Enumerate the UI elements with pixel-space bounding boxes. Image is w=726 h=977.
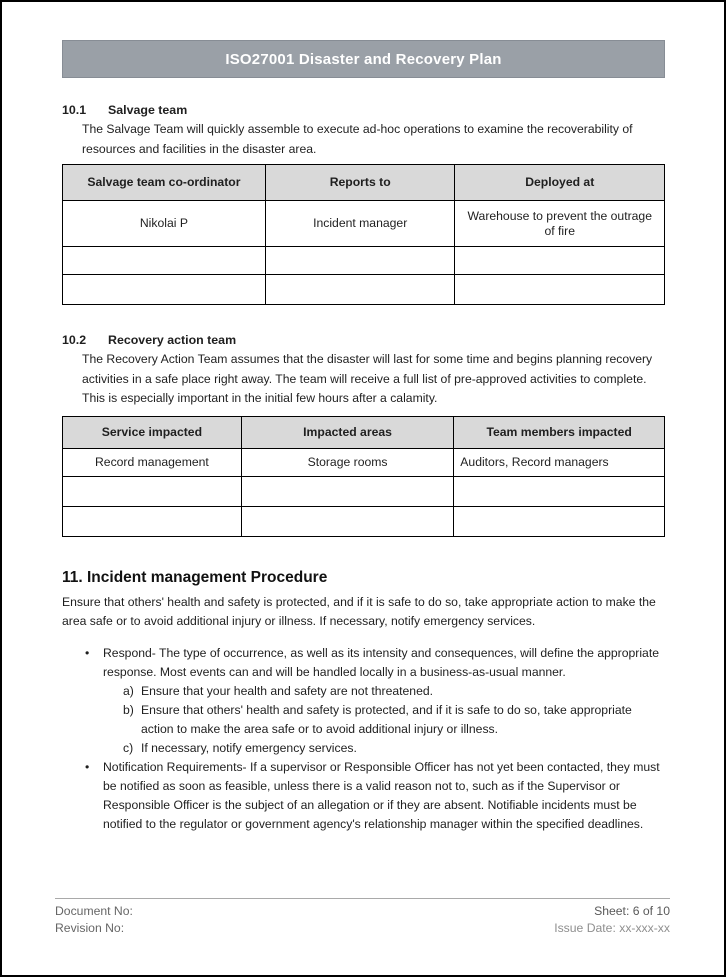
- empty-cell: [63, 275, 266, 305]
- page-footer: [55, 898, 670, 937]
- salvage-header-coordinator: Salvage team co-ordinator: [63, 165, 266, 201]
- section-10-2-heading: [62, 331, 665, 349]
- recovery-header-areas: Impacted areas: [241, 416, 454, 448]
- empty-cell: [265, 247, 455, 275]
- table-row: [63, 476, 665, 506]
- section-10-1-number: 10.1: [62, 103, 87, 117]
- table-row: [63, 448, 665, 476]
- sheet-number: Sheet: 6 of 10: [594, 904, 670, 918]
- section-11-bullet-list: [62, 644, 665, 834]
- empty-cell: [241, 506, 454, 536]
- list-item: [62, 739, 665, 758]
- section-11-heading: 11. Incident management Procedure: [62, 568, 328, 586]
- footer-row-2: [55, 920, 670, 937]
- bullet-respond-text: Respond- The type of occurrence, as well as its intensity and consequences, will define the appropriate response. Most events can and will be handled locally in a business-as-usual manner.: [103, 645, 659, 679]
- sub-item-text-c: If necessary, notify emergency services.: [141, 740, 357, 755]
- section-10-1-paragraph: The Salvage Team will quickly assemble to execute ad-hoc operations to examine the recoverability of resources and facilities in the disaster area.: [82, 122, 633, 156]
- section-10-1-heading: [62, 101, 665, 119]
- sub-item-marker-b: b): [123, 702, 134, 717]
- empty-cell: [454, 476, 665, 506]
- empty-cell: [63, 476, 242, 506]
- table-row: [63, 247, 665, 275]
- empty-cell: [455, 247, 665, 275]
- table-row: [63, 275, 665, 305]
- table-row: [63, 506, 665, 536]
- recovery-table-header-row: [63, 416, 665, 448]
- empty-cell: [454, 506, 665, 536]
- section-10-1-title: Salvage team: [108, 103, 188, 117]
- salvage-cell-deployed-at: Warehouse to prevent the outrage of fire: [455, 201, 665, 247]
- section-10-2-number: 10.2: [62, 333, 87, 347]
- recovery-cell-service: Record management: [63, 448, 242, 476]
- salvage-cell-reports-to: Incident manager: [265, 201, 455, 247]
- list-item: [62, 644, 665, 682]
- revision-no-label: Revision No:: [55, 921, 125, 935]
- recovery-header-service: Service impacted: [63, 416, 242, 448]
- salvage-cell-coordinator: Nikolai P: [63, 201, 266, 247]
- section-10-2-paragraph: The Recovery Action Team assumes that the disaster will last for some time and begins planning recovery activities in a safe place right away. The team will receive a full list of pre-approved activities to complete. This is especially important in the initial few hours after a calamity.: [82, 352, 653, 405]
- salvage-table-header-row: [63, 165, 665, 201]
- recovery-cell-areas: Storage rooms: [241, 448, 454, 476]
- document-content: [62, 101, 665, 834]
- empty-cell: [63, 506, 242, 536]
- list-item: [62, 758, 665, 834]
- document-title-banner: [62, 40, 665, 78]
- footer-rows: [55, 899, 670, 937]
- empty-cell: [265, 275, 455, 305]
- salvage-team-table: [62, 164, 665, 305]
- recovery-cell-members: Auditors, Record managers: [454, 448, 665, 476]
- document-no-label: Document No:: [55, 904, 133, 918]
- salvage-header-reports-to: Reports to: [265, 165, 455, 201]
- section-10-2-title: Recovery action team: [108, 333, 237, 347]
- list-item: [62, 682, 665, 701]
- sub-item-text-b: Ensure that others' health and safety is protected, and if it is safe to do so, take appropriate action to make the area safe or to avoid additional injury or illness.: [141, 702, 632, 736]
- issue-date: Issue Date: xx-xxx-xx: [554, 921, 670, 935]
- table-row: [63, 201, 665, 247]
- sub-item-marker-c: c): [123, 740, 134, 755]
- empty-cell: [63, 247, 266, 275]
- bullet-icon: •: [85, 759, 90, 774]
- recovery-header-members: Team members impacted: [454, 416, 665, 448]
- bullet-icon: •: [85, 645, 90, 660]
- sub-item-text-a: Ensure that your health and safety are not threatened.: [141, 683, 434, 698]
- empty-cell: [455, 275, 665, 305]
- recovery-action-table: [62, 416, 665, 537]
- salvage-header-deployed-at: Deployed at: [455, 165, 665, 201]
- sub-item-marker-a: a): [123, 683, 134, 698]
- footer-row-1: [55, 903, 670, 920]
- document-title: ISO27001 Disaster and Recovery Plan: [225, 50, 502, 68]
- empty-cell: [241, 476, 454, 506]
- bullet-notification-text: Notification Requirements- If a supervisor or Responsible Officer has not yet been contacted, they must be notified as soon as feasible, unless there is a valid reason not to, such as if the Supervisor or Responsible Officer is the subject of an allegation or if they are absent. Notifiable incidents must be notified to the regulator or government agency's relationship manager within the specified deadlines.: [103, 759, 660, 831]
- section-11-intro: Ensure that others' health and safety is protected, and if it is safe to do so, take appropriate action to make the area safe or to avoid additional injury or illness. If necessary, notify emergency services.: [62, 594, 656, 628]
- list-item: [62, 701, 665, 739]
